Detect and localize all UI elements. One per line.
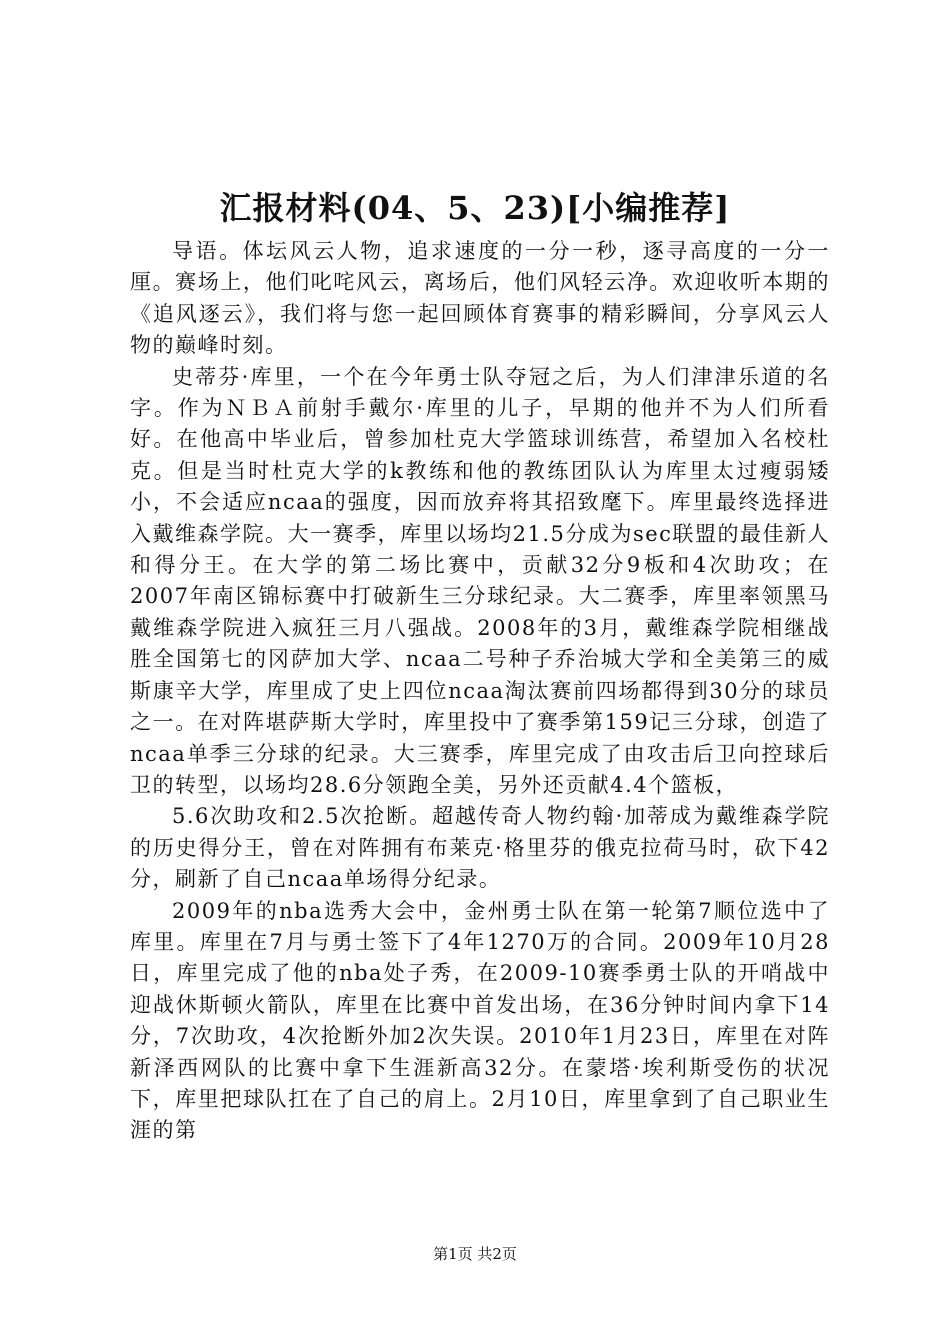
page-number-footer: 第1页 共2页 <box>433 1245 517 1263</box>
document-body <box>130 236 830 1147</box>
paragraph-college-records: 5.6次助攻和2.5次抢断。超越传奇人物约翰·加蒂成为戴维森学院的历史得分王，曾在对阵拥有布莱克·格里芬的俄克拉荷马时，砍下42分，刷新了自己ncaa单场得分纪录。 <box>130 804 830 892</box>
document-title: 汇报材料(04、5、23)[小编推荐] <box>219 189 731 227</box>
paragraph-college-career: 史蒂芬·库里，一个在今年勇士队夺冠之后，为人们津津乐道的名字。作为ＮＢＡ前射手戴尔·库里的儿子，早期的他并不为人们所看好。在他高中毕业后，曾参加杜克大学篮球训练营，希望加入名校杜克。但是当时杜克大学的k教练和他的教练团队认为库里太过瘦弱矮小，不会适应ncaa的强度，因而放弃将其招致麾下。库里最终选择进入戴维森学院。大一赛季，库里以场均21.5分成为sec联盟的最佳新人和得分王。在大学的第二场比赛中，贡献32分9板和4次助攻；在2007年南区锦标赛中打破新生三分球纪录。大二赛季，库里率领黑马戴维森学院进入疯狂三月八强战。2008年的3月，戴维森学院相继战胜全国第七的冈萨加大学、ncaa二号种子乔治城大学和全美第三的威斯康辛大学，库里成了史上四位ncaa淘汰赛前四场都得到30分的球员之一。在对阵堪萨斯大学时，库里投中了赛季第159记三分球，创造了ncaa单季三分球的纪录。大三赛季，库里完成了由攻击后卫向控球后卫的转型，以场均28.6分领跑全美，另外还贡献4.4个篮板， <box>130 364 830 797</box>
paragraph-intro: 导语。体坛风云人物，追求速度的一分一秒，逐寻高度的一分一厘。赛场上，他们叱咤风云，离场后，他们风轻云净。欢迎收听本期的《追风逐云》，我们将与您一起回顾体育赛事的精彩瞬间，分享风云人物的巅峰时刻。 <box>130 239 830 358</box>
paragraph-nba-draft: 2009年的nba选秀大会中，金州勇士队在第一轮第7顺位选中了库里。库里在7月与勇士签下了4年1270万的合同。2009年10月28日，库里完成了他的nba处子秀，在2009-10赛季勇士队的开哨战中迎战休斯顿火箭队，库里在比赛中首发出场，在36分钟时间内拿下14分，7次助攻，4次抢断外加2次失误。2010年1月23日，库里在对阵新泽西网队的比赛中拿下生涯新高32分。在蒙塔·埃利斯受伤的状况下，库里把球队扛在了自己的肩上。2月10日，库里拿到了自己职业生涯的第 <box>130 898 830 1143</box>
